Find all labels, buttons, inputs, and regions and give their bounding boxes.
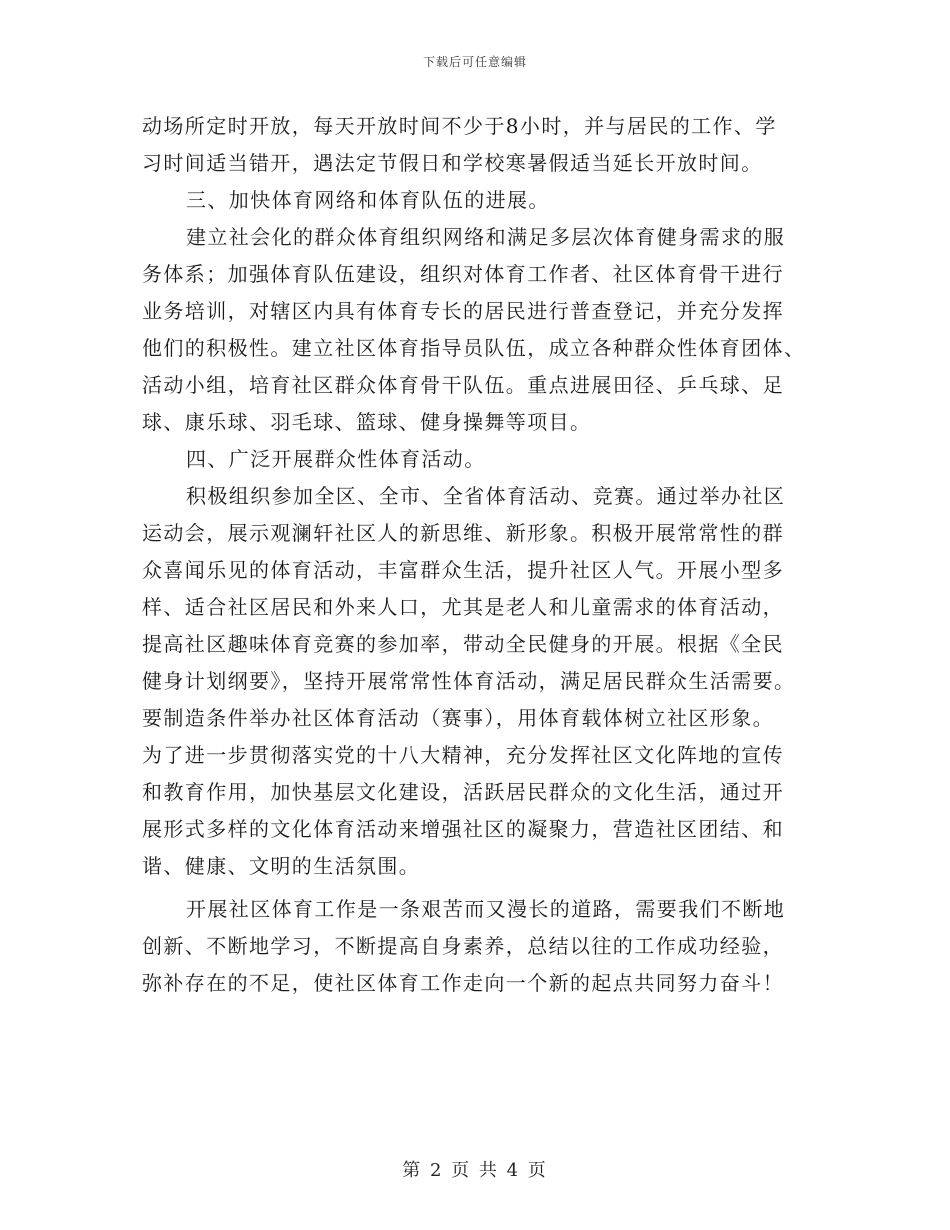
body-line: 要制造条件举办社区体育活动（赛事），用体育载体树立社区形象。 xyxy=(142,706,774,730)
section-heading: 四、广泛开展群众性体育活动。 xyxy=(186,447,486,471)
body-line: 习时间适当错开，遇法定节假日和学校寒暑假适当延长开放时间。 xyxy=(142,151,763,175)
body-line: 活动小组，培育社区群众体育骨干队伍。重点进展田径、乒乓球、足 xyxy=(142,373,784,397)
body-line: 创新、不断地学习，不断提高自身素养，总结以往的工作成功经验， xyxy=(142,934,784,958)
body-line: 弥补存在的不足，使社区体育工作走向一个新的起点共同努力奋斗！ xyxy=(142,971,784,995)
body-line: 众喜闻乐见的体育活动，丰富群众生活，提升社区人气。开展小型多 xyxy=(142,558,784,582)
body-line: 球、康乐球、羽毛球、篮球、健身操舞等项目。 xyxy=(142,410,592,434)
body-line: 业务培训，对辖区内具有体育专长的居民进行普查登记，并充分发挥 xyxy=(142,299,784,323)
body-line: 动场所定时开放，每天开放时间不少于8小时，并与居民的工作、学 xyxy=(142,114,777,138)
page-header: 下载后可任意编辑 xyxy=(422,55,527,69)
body-line: 为了进一步贯彻落实党的十八大精神，充分发挥社区文化阵地的宣传 xyxy=(142,743,784,767)
body-line: 运动会，展示观澜轩社区人的新思维、新形象。积极开展常常性的群 xyxy=(142,521,784,545)
body-line: 他们的积极性。建立社区体育指导员队伍，成立各种群众性体育团体、 xyxy=(142,336,806,360)
body-line: 提高社区趣味体育竞赛的参加率，带动全民健身的开展。根据《全民 xyxy=(142,632,784,656)
body-line: 谐、健康、文明的生活氛围。 xyxy=(142,854,421,878)
body-line: 健身计划纲要》，坚持开展常常性体育活动，满足居民群众生活需要。 xyxy=(142,669,796,693)
body-line: 务体系；加强体育队伍建设，组织对体育工作者、社区体育骨干进行 xyxy=(142,262,784,286)
body-line: 和教育作用，加快基层文化建设，活跃居民群众的文化生活，通过开 xyxy=(142,780,784,804)
body-line: 积极组织参加全区、全市、全省体育活动、竞赛。通过举办社区 xyxy=(186,484,786,508)
document-body xyxy=(142,108,812,1002)
body-line: 展形式多样的文化体育活动来增强社区的凝聚力，营造社区团结、和 xyxy=(142,817,784,841)
body-line: 建立社会化的群众体育组织网络和满足多层次体育健身需求的服 xyxy=(186,225,786,249)
body-line: 样、适合社区居民和外来人口，尤其是老人和儿童需求的体育活动， xyxy=(142,595,784,619)
body-line: 开展社区体育工作是一条艰苦而又漫长的道路，需要我们不断地 xyxy=(186,897,786,921)
section-heading: 三、加快体育网络和体育队伍的进展。 xyxy=(186,188,550,212)
page-number: 第 2 页 共 4 页 xyxy=(402,1160,548,1181)
